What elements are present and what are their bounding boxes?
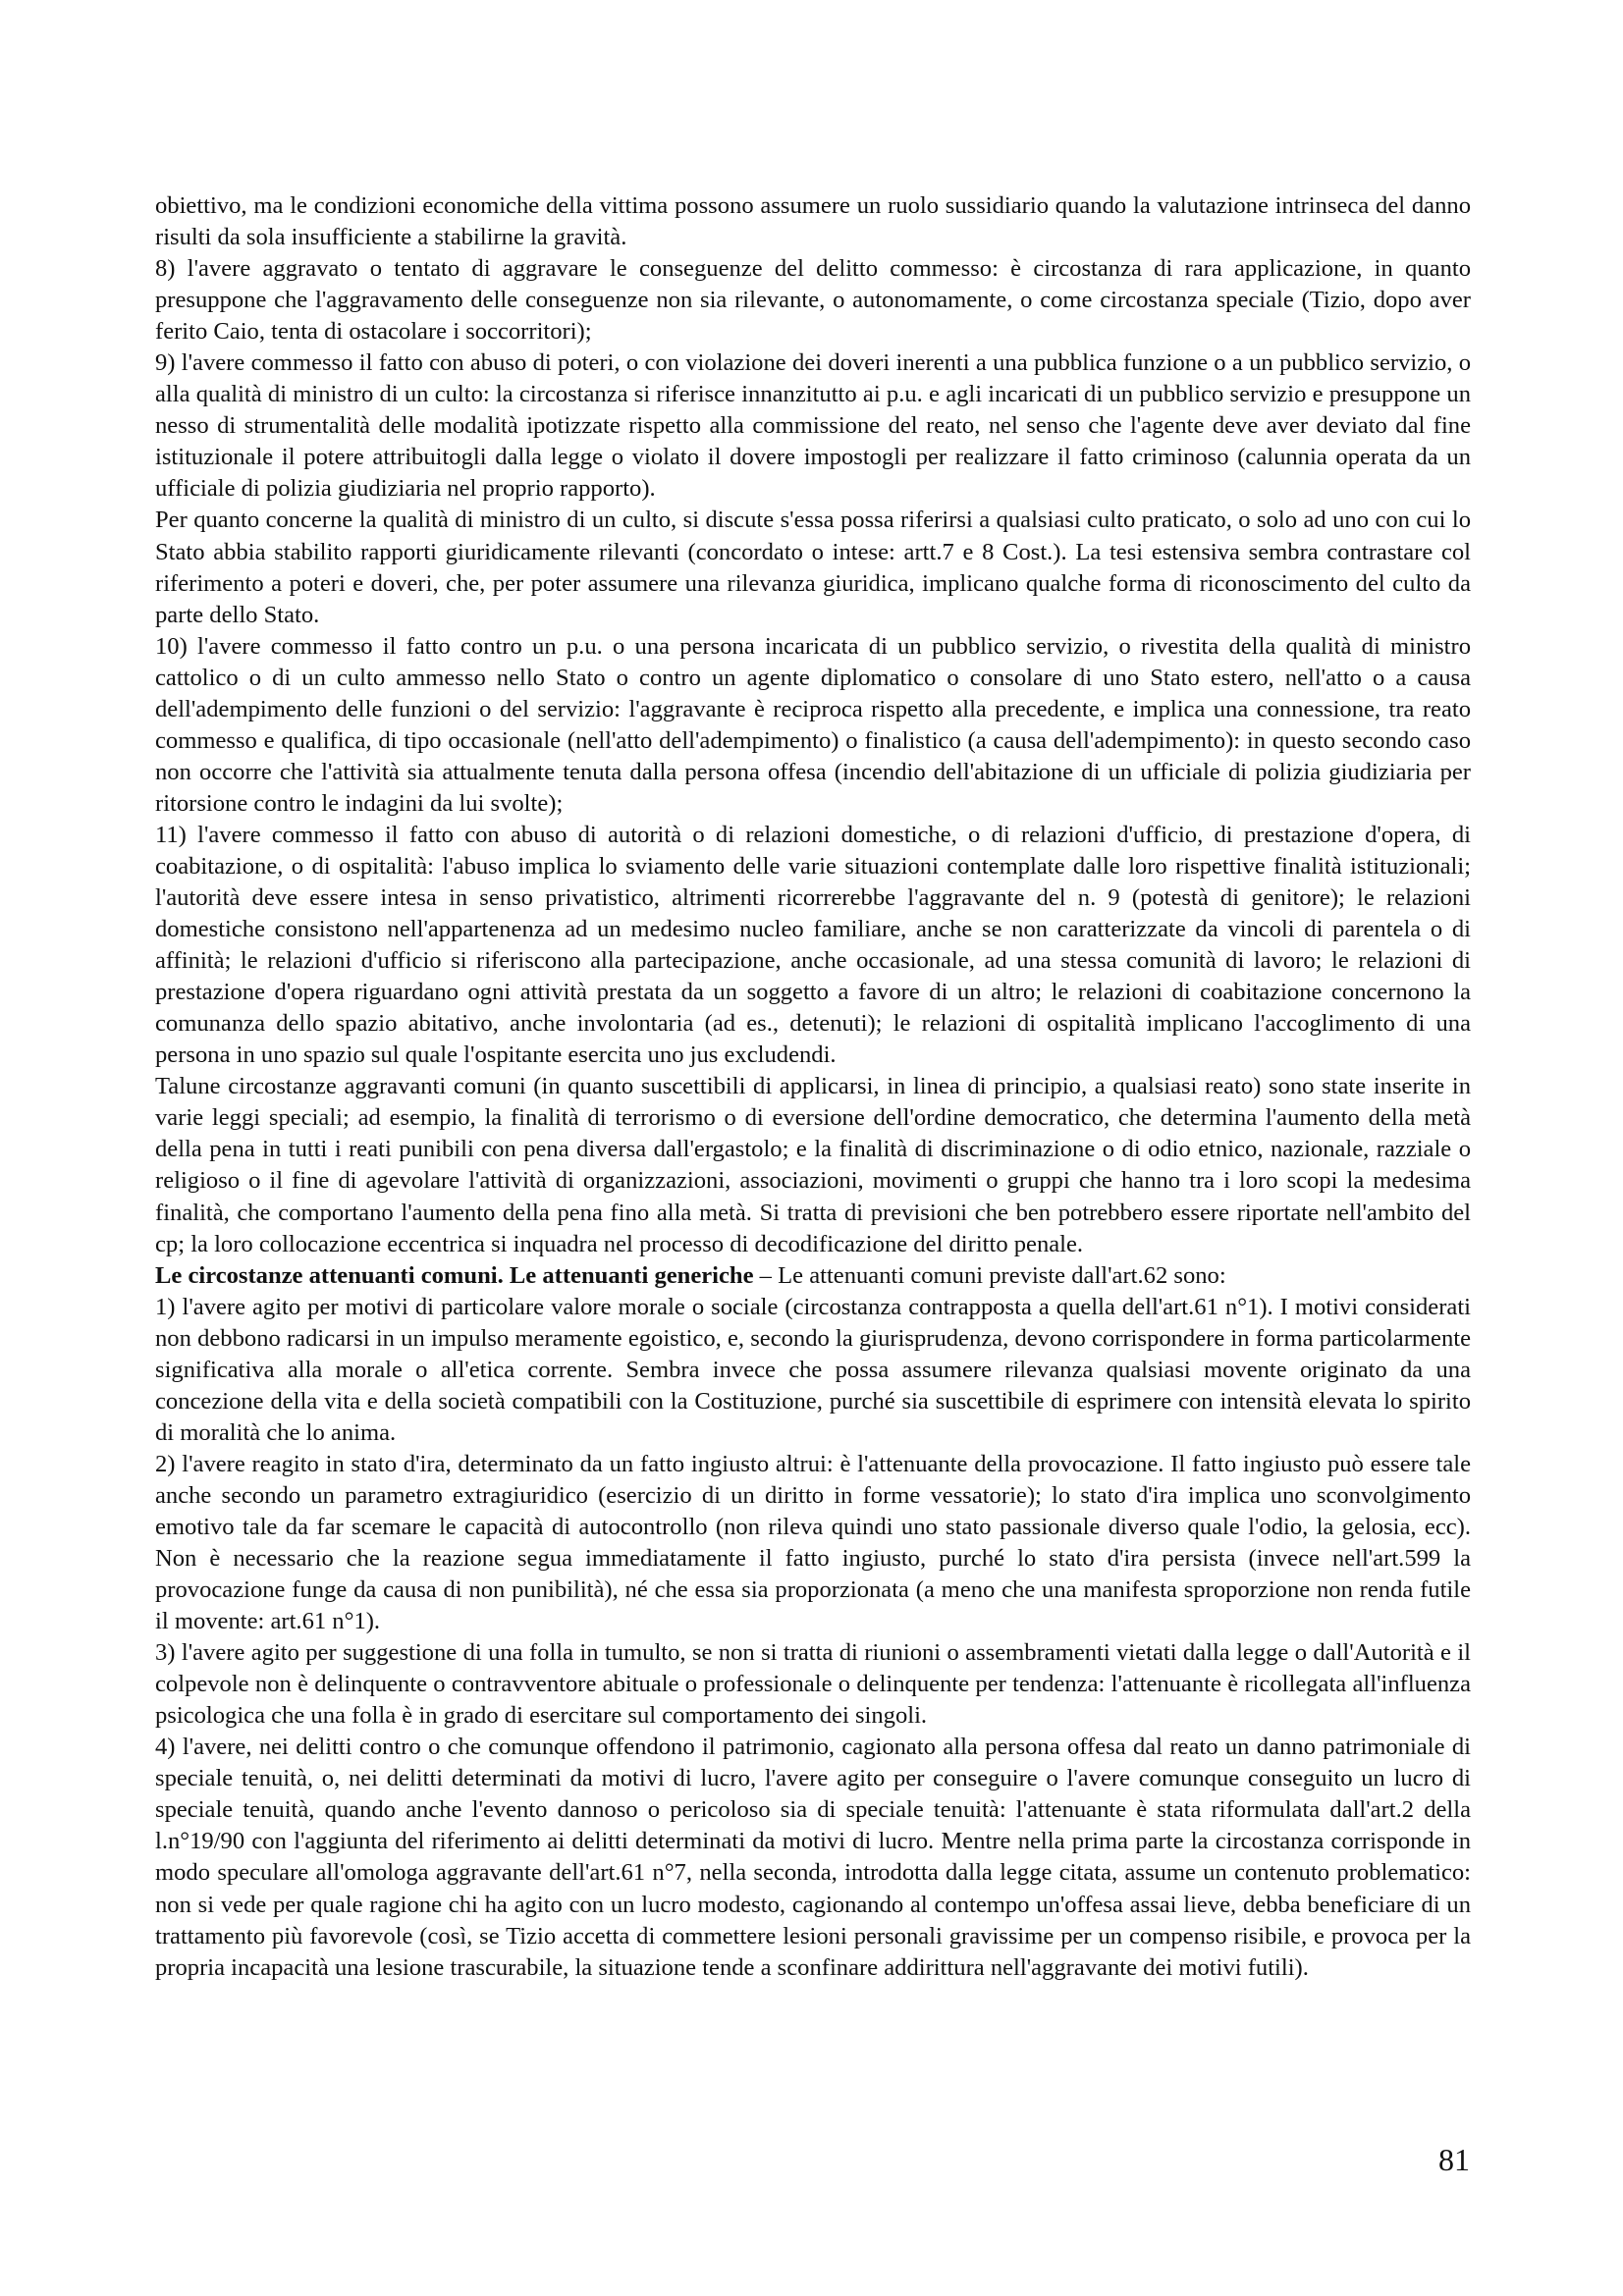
section-heading: Le circostanze attenuanti comuni. Le attenuanti generiche <box>155 1261 754 1289</box>
page-number: 81 <box>1438 2142 1470 2177</box>
paragraph: 4) l'avere, nei delitti contro o che comunque offendono il patrimonio, cagionato alla persona offesa dal reato un danno patrimoniale di speciale tenuità, o, nei delitti determinati da motivi di lucro, l'avere agito per conseguire o l'avere comunque conseguito un lucro di speciale tenuità, quando anche l'evento dannoso o pericoloso sia di speciale tenuità: l'attenuante è stata riformulata dall'art.2 della l.n°19/90 con l'aggiunta del riferimento ai delitti determinati da motivi di lucro. Mentre nella prima parte la circostanza corrisponde in modo speculare all'omologa aggravante dell'art.61 n°7, nella seconda, introdotta dalla legge citata, assume un contenuto problematico: non si vede per quale ragione chi ha agito con un lucro modesto, cagionando al contempo un'offesa assai lieve, debba beneficiare di un trattamento più favorevole (così, se Tizio accetta di commettere lesioni personali gravissime per un compenso risibile, e provoca per la propria incapacità una lesione trascurabile, la situazione tende a sconfinare addirittura nell'aggravante dei motivi futili). <box>155 1734 1471 1981</box>
paragraph: 1) l'avere agito per motivi di particolare valore morale o sociale (circostanza contrapposta a quella dell'art.61 n°1). I motivi considerati non debbono radicarsi in un impulso meramente egoistico, e, secondo la giurisprudenza, devono corrispondere in forma particolarmente significativa alla morale o all'etica corrente. Sembra invece che possa assumere rilevanza qualsiasi movente originato da una concezione della vita e della società compatibili con la Costituzione, purché sia suscettibile di esprimere con intensità elevata lo spirito di moralità che lo anima. <box>155 1293 1471 1446</box>
section-heading-paragraph <box>155 1260 1471 1292</box>
paragraph: Per quanto concerne la qualità di ministro di un culto, si discute s'essa possa riferirsi a qualsiasi culto praticato, o solo ad uno con cui lo Stato abbia stabilito rapporti giuridicamente rilevanti (concordato o intese: artt.7 e 8 Cost.). La tesi estensiva sembra contrastare col riferimento a poteri e doveri, che, per poter assumere una rilevanza giuridica, implicano qualche forma di riconoscimento del culto da parte dello Stato. <box>155 507 1471 628</box>
paragraph: Talune circostanze aggravanti comuni (in quanto suscettibili di applicarsi, in linea di principio, a qualsiasi reato) sono state inserite in varie leggi speciali; ad esempio, la finalità di terrorismo o di eversione dell'ordine democratico, che determina l'aumento della metà della pena in tutti i reati punibili con pena diversa dall'ergastolo; e la finalità di discriminazione o di odio etnico, nazionale, razziale o religioso o il fine di agevolare l'attività di organizzazioni, associazioni, movimenti o gruppi che hanno tra i loro scopi la medesima finalità, che comportano l'aumento della pena fino alla metà. Si tratta di previsioni che ben potrebbero essere riportate nell'ambito del cp; la loro collocazione eccentrica si inquadra nel processo di decodificazione del diritto penale. <box>155 1073 1471 1257</box>
paragraph: obiettivo, ma le condizioni economiche della vittima possono assumere un ruolo sussidiario quando la valutazione intrinseca del danno risulti da sola insufficiente a stabilirne la gravità. <box>155 192 1471 251</box>
paragraph: 8) l'avere aggravato o tentato di aggravare le conseguenze del delitto commesso: è circostanza di rara applicazione, in quanto presuppone che l'aggravamento delle conseguenze non sia rilevante, o autonomamente, o come circostanza speciale (Tizio, dopo aver ferito Caio, tenta di ostacolare i soccorritori); <box>155 255 1471 346</box>
paragraph: 2) l'avere reagito in stato d'ira, determinato da un fatto ingiusto altrui: è l'attenuante della provocazione. Il fatto ingiusto può essere tale anche secondo un parametro extragiuridico (esercizio di un diritto in forme vessatorie); lo stato d'ira implica uno sconvolgimento emotivo tale da far scemare le capacità di autocontrollo (non rileva quindi uno stato passionale diverso quale l'odio, la gelosia, ecc). Non è necessario che la reazione segua immediatamente il fatto ingiusto, purché lo stato d'ira persista (invece nell'art.599 la provocazione funge da causa di non punibilità), né che essa sia proporzionata (a meno che una manifesta sproporzione non renda futile il movente: art.61 n°1). <box>155 1450 1471 1635</box>
section-heading-intro: – Le attenuanti comuni previste dall'art.62 sono: <box>753 1261 1226 1289</box>
paragraph: 3) l'avere agito per suggestione di una folla in tumulto, se non si tratta di riunioni o assembramenti vietati dalla legge o dall'Autorità e il colpevole non è delinquente o contravventore abituale o professionale o delinquente per tendenza: l'attenuante è ricollegata all'influenza psicologica che una folla è in grado di esercitare sul comportamento dei singoli. <box>155 1639 1471 1730</box>
paragraph: 10) l'avere commesso il fatto contro un p.u. o una persona incaricata di un pubblico servizio, o rivestita della qualità di ministro cattolico o di un culto ammesso nello Stato o contro un agente diplomatico o consolare di uno Stato estero, nell'atto o a causa dell'adempimento delle funzioni o del servizio: l'aggravante è reciproca rispetto alla precedente, e implica una connessione, tra reato commesso e qualifica, di tipo occasionale (nell'atto dell'adempimento) o finalistico (a causa dell'adempimento): in questo secondo caso non occorre che l'attività sia attualmente tenuta dalla persona offesa (incendio dell'abitazione di un ufficiale di polizia giudiziaria per ritorsione contro le indagini da lui svolte); <box>155 632 1471 817</box>
body-text <box>155 190 1471 1984</box>
paragraph: 9) l'avere commesso il fatto con abuso di poteri, o con violazione dei doveri inerenti a una pubblica funzione o a un pubblico servizio, o alla qualità di ministro di un culto: la circostanza si riferisce innanzitutto ai p.u. e agli incaricati di un pubblico servizio e presuppone un nesso di strumentalità delle modalità ipotizzate rispetto alla commissione del reato, nel senso che l'agente deve aver deviato dal fine istituzionale il potere attribuitogli dalla legge o violato il dovere impostogli per realizzare il fatto criminoso (calunnia operata da un ufficiale di polizia giudiziaria nel proprio rapporto). <box>155 349 1471 503</box>
paragraph: 11) l'avere commesso il fatto con abuso di autorità o di relazioni domestiche, o di relazioni d'ufficio, di prestazione d'opera, di coabitazione, o di ospitalità: l'abuso implica lo sviamento delle varie situazioni contemplate dalle loro rispettive finalità istituzionali; l'autorità deve essere intesa in senso privatistico, altrimenti ricorrerebbe l'aggravante del n. 9 (potestà di genitore); le relazioni domestiche consistono nell'appartenenza ad un medesimo nucleo familiare, anche se non caratterizzate da vincoli di parentela o di affinità; le relazioni d'ufficio si riferiscono alla partecipazione, anche occasionale, ad una stessa comunità di lavoro; le relazioni di prestazione d'opera riguardano ogni attività prestata da un soggetto a favore di un altro; le relazioni di coabitazione concernono la comunanza dello spazio abitativo, anche involontaria (ad es., detenuti); le relazioni di ospitalità implicano l'accoglimento di una persona in uno spazio sul quale l'ospitante esercita uno jus excludendi. <box>155 821 1471 1069</box>
